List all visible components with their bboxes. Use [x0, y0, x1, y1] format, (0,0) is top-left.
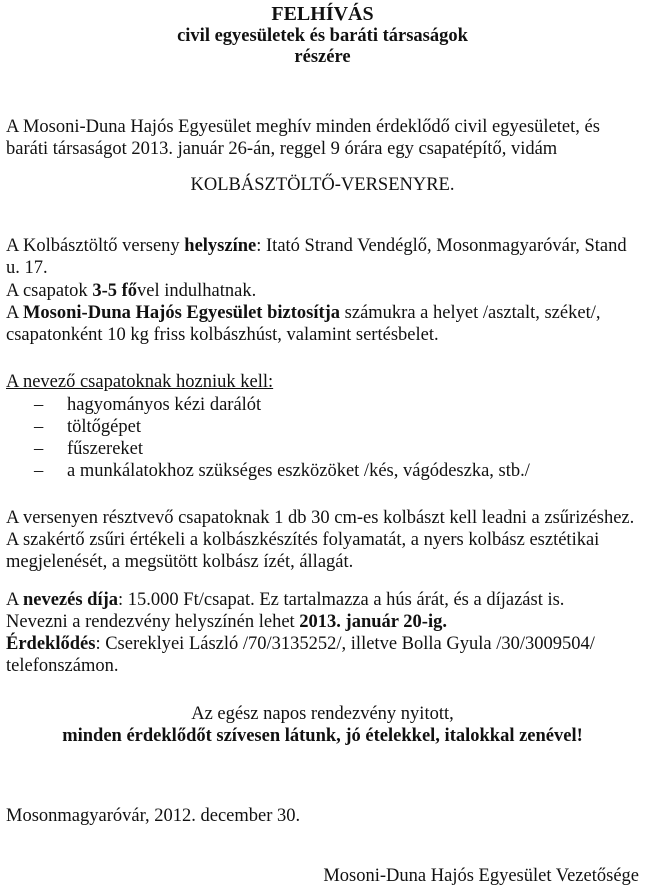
- closing-line-2: minden érdeklődőt szívesen látunk, jó ételekkel, italokkal zenével!: [62, 726, 583, 746]
- intro-line-2: baráti társaságot 2013. január 26-án, reggel 9 órára egy csapatépítő, vidám: [6, 139, 558, 159]
- contact-text: : Csereklyei László /70/3135252/, illetve Bolla Gyula /30/3009504/: [95, 634, 595, 654]
- deadline-prefix: Nevezni a rendezvény helyszínén lehet: [6, 612, 300, 632]
- dash-bullet-icon: –: [34, 461, 44, 481]
- list-item-text: hagyományos kézi darálót: [67, 395, 262, 415]
- fee-line: [6, 589, 564, 611]
- signature: Mosoni-Duna Hajós Egyesület Vezetősége: [323, 866, 639, 886]
- list-item-text: fűszereket: [67, 439, 144, 459]
- teams-suffix: vel indulhatnak.: [137, 281, 257, 301]
- location-prefix: A Kolbásztöltő verseny: [6, 236, 185, 256]
- location-line-2: u. 17.: [6, 258, 48, 278]
- provides-suffix: számukra a helyet /asztalt, széket/,: [340, 303, 601, 323]
- fee-label: nevezés díja: [22, 590, 119, 610]
- document-title: FELHÍVÁS: [271, 3, 374, 25]
- dash-bullet-icon: –: [34, 439, 44, 459]
- deadline-date: 2013. január 20-ig.: [299, 612, 447, 632]
- judging-line-2: A szakértő zsűri értékeli a kolbászkészítés folyamatát, a nyers kolbász esztétikai: [6, 530, 600, 550]
- contact-line: [6, 633, 595, 655]
- contact-label: Érdeklődés: [6, 634, 96, 654]
- provides-prefix: A: [6, 303, 23, 323]
- document-date: Mosonmagyaróvár, 2012. december 30.: [6, 806, 301, 826]
- deadline-line: [6, 611, 447, 633]
- contact-line-2: telefonszámon.: [6, 656, 119, 676]
- teams-prefix: A csapatok: [6, 281, 93, 301]
- location-line: [6, 235, 627, 257]
- list-item-text: töltőgépet: [67, 417, 141, 437]
- teams-line: [6, 280, 256, 302]
- fee-prefix: A: [6, 590, 23, 610]
- judging-line-3: megjelenését, a megsütött kolbász ízét, állagát.: [6, 552, 354, 572]
- bring-heading: A nevező csapatoknak hozniuk kell:: [6, 372, 274, 392]
- location-label: helyszíne: [184, 236, 257, 256]
- fee-text: : 15.000 Ft/csapat. Ez tartalmazza a hús árát, és a díjazást is.: [118, 590, 565, 610]
- document-subtitle-2: részére: [294, 47, 351, 67]
- dash-bullet-icon: –: [34, 417, 44, 437]
- provides-line: [6, 302, 600, 324]
- document-subtitle: civil egyesületek és baráti társaságok: [177, 26, 468, 46]
- event-name: KOLBÁSZTÖLTŐ-VERSENYRE.: [190, 175, 455, 195]
- list-item-text: a munkálatokhoz szükséges eszközöket /kés, vágódeszka, stb./: [67, 461, 530, 481]
- location-text: : Itató Strand Vendéglő, Mosonmagyaróvár, Stand: [256, 236, 627, 256]
- teams-size: 3-5 fő: [92, 281, 138, 301]
- provides-org: Mosoni-Duna Hajós Egyesület biztosítja: [22, 303, 341, 323]
- closing-line-1: Az egész napos rendezvény nyitott,: [191, 704, 454, 724]
- provides-line-2: csapatonként 10 kg friss kolbászhúst, valamint sertésbelet.: [6, 325, 439, 345]
- intro-line-1: A Mosoni-Duna Hajós Egyesület meghív minden érdeklődő civil egyesületet, és: [6, 117, 600, 137]
- judging-line-1: A versenyen résztvevő csapatoknak 1 db 30 cm-es kolbászt kell leadni a zsűrizéshez.: [6, 508, 635, 528]
- dash-bullet-icon: –: [34, 395, 44, 415]
